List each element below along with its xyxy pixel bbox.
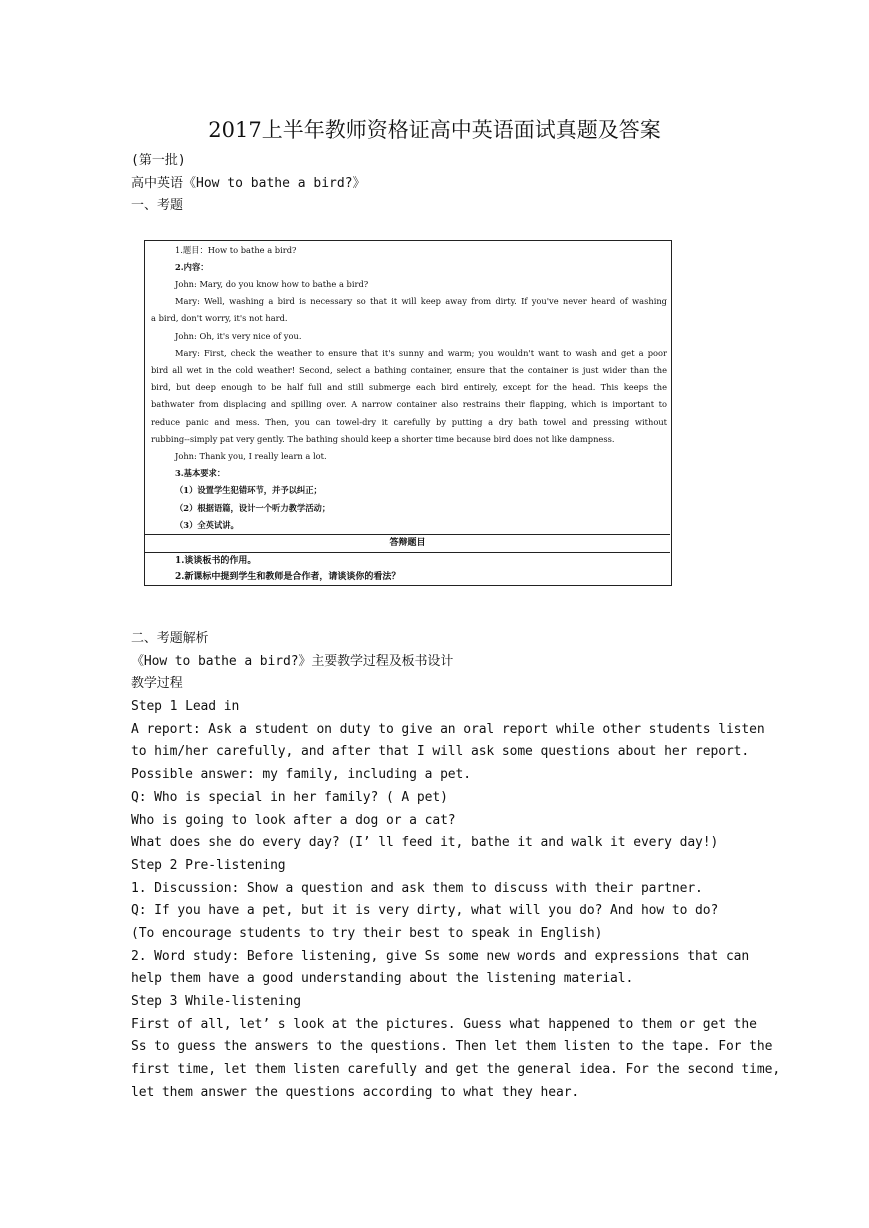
analysis-line: Step 3 While-listening xyxy=(131,994,301,1009)
subject-label: 高中英语《How to bathe a bird?》 xyxy=(131,175,366,191)
question-line: 3.基本要求： xyxy=(175,468,226,478)
analysis-line: 1. Discussion: Show a question and ask them to discuss with their partner. xyxy=(131,880,703,896)
analysis-line: let them answer the questions according to what they hear. xyxy=(131,1084,580,1100)
question-line: 2.内容： xyxy=(175,262,209,272)
analysis-line: Step 1 Lead in xyxy=(131,699,240,715)
header-lines xyxy=(131,150,771,218)
batch-label: (第一批) xyxy=(131,153,186,168)
analysis-line: 2. Word study: Before listening, give Ss some new words and expressions that can xyxy=(131,948,750,964)
question-line: John: Oh, it's very nice of you. xyxy=(175,331,302,341)
question-line: （2）根据语篇，设计一个听力教学活动； xyxy=(175,503,331,513)
document-title: 2017上半年教师资格证高中英语面试真题及答案 xyxy=(208,118,661,142)
question-line: rubbing--simply pat very gently. The bathing should keep a shorter time because bird does not like dampness. xyxy=(151,434,615,444)
analysis-line: to him/her carefully, and after that I will ask some questions about her report. xyxy=(131,744,750,760)
question-line: （1）设置学生犯错环节，并予以纠正； xyxy=(175,485,322,495)
question-line: （3）全英试讲。 xyxy=(175,520,239,530)
question-line: reduce panic and mess. Then, you can towel-dry it carefully by putting a dry bath towel and pressing without xyxy=(151,417,667,427)
question-line: John: Thank you, I really learn a lot. xyxy=(175,451,327,461)
analysis-line: Ss to guess the answers to the questions. Then let them listen to the tape. For the xyxy=(131,1039,773,1055)
question-line: Mary: First, check the weather to ensure that it's sunny and warm; you wouldn't want to wash and get a poor xyxy=(175,348,667,358)
question-line: Mary: Well, washing a bird is necessary so that it will keep away from dirty. If you've never heard of washing xyxy=(175,296,667,306)
analysis-line: Step 2 Pre-listening xyxy=(131,857,286,873)
analysis-line: Q: If you have a pet, but it is very dirty, what will you do? And how to do? xyxy=(131,903,719,919)
question-line: bathwater from displacing and spilling over. A narrow container also restrains their flapping, which is important to xyxy=(151,399,667,409)
question-line: 1.题目：How to bathe a bird? xyxy=(175,245,297,255)
analysis-line: 《How to bathe a bird?》主要教学过程及板书设计 xyxy=(131,653,454,669)
analysis-line: First of all, let’ s look at the pictures. Guess what happened to them or get the xyxy=(131,1016,757,1032)
analysis-line: Who is going to look after a dog or a cat? xyxy=(131,812,456,828)
analysis-line: help them have a good understanding about the listening material. xyxy=(131,971,634,987)
question-content xyxy=(145,241,670,534)
analysis-line: Q: Who is special in her family? ( A pet) xyxy=(131,789,448,805)
analysis-line: (To encourage students to try their best to speak in English) xyxy=(131,925,603,941)
question-line: bird, but deep enough to be half full and still submerge each bird entirely, except for the head. This keeps the xyxy=(151,382,667,392)
table-divider xyxy=(145,552,670,553)
analysis-line: A report: Ask a student on duty to give an oral report while other students listen xyxy=(131,721,765,737)
analysis-line: 教学过程 xyxy=(131,676,183,692)
analysis-section xyxy=(131,628,781,1104)
question-line: bird all wet in the cold weather! Second, select a bathing container, ensure that the container is just wider than the xyxy=(151,365,667,375)
question-line: John: Mary, do you know how to bathe a bird? xyxy=(175,279,369,289)
defense-header: 答辩题目 xyxy=(389,538,426,548)
analysis-line: Possible answer: my family, including a pet. xyxy=(131,767,471,783)
analysis-heading: 二、考题解析 xyxy=(131,631,209,646)
defense-item: 1.谈谈板书的作用。 xyxy=(175,556,257,566)
analysis-line: What does she do every day? (I’ ll feed it, bathe it and walk it every day!) xyxy=(131,835,719,851)
analysis-line: first time, let them listen carefully and get the general idea. For the second time, xyxy=(131,1062,781,1078)
section-heading: 一、考题 xyxy=(131,198,184,214)
exam-question-box xyxy=(144,240,672,586)
defense-item: 2.新课标中提到学生和教师是合作者，请谈谈你的看法？ xyxy=(175,572,401,582)
question-line: a bird, don't worry, it's not hard. xyxy=(151,313,288,323)
